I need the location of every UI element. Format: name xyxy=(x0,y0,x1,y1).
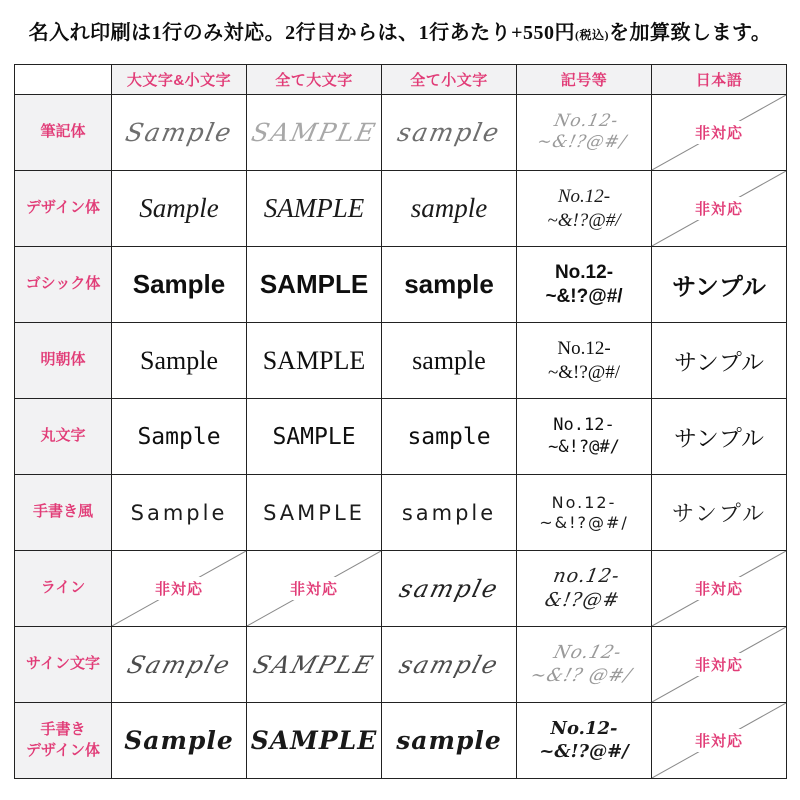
not-supported-cell xyxy=(247,551,381,626)
header-row xyxy=(15,65,787,95)
row-label-text: 手書き風 xyxy=(32,503,93,521)
symbols-sample: No.12- ~&!?@#/ xyxy=(539,492,629,532)
table-row xyxy=(15,95,787,171)
symbols-sample: No.12- ~&!?@#/ xyxy=(547,185,621,231)
sample-text: Sample xyxy=(132,269,226,299)
cell-symbols xyxy=(517,323,652,399)
header-corner xyxy=(15,65,112,95)
sample-text: SAMPLE xyxy=(263,193,365,223)
title-tax-note: (税込) xyxy=(575,28,609,42)
table-row xyxy=(15,475,787,551)
row-label-text: ゴシック体 xyxy=(25,275,101,293)
table-row xyxy=(15,247,787,323)
sample-text: sample xyxy=(396,574,502,603)
symbols-sample: No.12- ~&!?@#/ xyxy=(547,337,621,383)
sample-text: sample xyxy=(394,118,504,147)
sample-text: SAMPLE xyxy=(259,269,369,299)
cell-upper xyxy=(247,551,382,627)
japanese-sample: サンプル xyxy=(671,502,767,527)
sample-text: Sample xyxy=(139,193,219,223)
header-symbols: 記号等 xyxy=(517,65,652,95)
row-label-text: サイン文字 xyxy=(26,655,100,673)
table-row xyxy=(15,171,787,247)
row-label-brush xyxy=(15,703,112,779)
row-label-design xyxy=(15,171,112,247)
cell-upper xyxy=(247,399,382,475)
sample-text: sample xyxy=(412,345,486,375)
cell-lower xyxy=(382,323,517,399)
not-supported-label: 非対応 xyxy=(690,729,748,752)
row-label-text: デザイン体 xyxy=(26,199,100,217)
cell-mixed xyxy=(112,627,247,703)
sample-text: SAMPLE xyxy=(250,726,378,755)
title-main: 名入れ印刷は1行のみ対応。2行目からは、1行あたり+550円 xyxy=(28,22,575,44)
row-label-script xyxy=(15,95,112,171)
cell-lower xyxy=(382,703,517,779)
cell-japanese xyxy=(652,703,787,779)
row-label-text: 丸文字 xyxy=(40,427,86,445)
cell-japanese xyxy=(652,475,787,551)
symbols-sample: No.12- ~&!?@#/ xyxy=(548,415,620,457)
row-label-text: 筆記体 xyxy=(40,123,86,141)
not-supported-label: 非対応 xyxy=(690,197,748,220)
sample-text: sample xyxy=(395,650,503,679)
cell-symbols xyxy=(517,399,652,475)
not-supported-cell xyxy=(652,703,786,778)
cell-symbols xyxy=(517,627,652,703)
japanese-sample: サンプル xyxy=(674,350,764,375)
cell-upper xyxy=(247,171,382,247)
symbols-sample: No.12- ~&!? @#/ xyxy=(527,642,635,686)
sample-text: sample xyxy=(401,500,497,525)
not-supported-cell xyxy=(652,95,786,170)
cell-upper xyxy=(247,247,382,323)
cell-symbols xyxy=(517,95,652,171)
cell-japanese xyxy=(652,247,787,323)
cell-mixed xyxy=(112,399,247,475)
cell-mixed xyxy=(112,95,247,171)
cell-symbols xyxy=(517,703,652,779)
cell-symbols xyxy=(517,171,652,247)
cell-upper xyxy=(247,703,382,779)
cell-lower xyxy=(382,627,517,703)
row-label-text: ライン xyxy=(40,579,86,597)
cell-mixed xyxy=(112,475,247,551)
cell-lower xyxy=(382,399,517,475)
cell-japanese xyxy=(652,399,787,475)
cell-mixed xyxy=(112,323,247,399)
sample-text: SAMPLE xyxy=(263,500,365,525)
not-supported-label: 非対応 xyxy=(690,653,748,676)
cell-japanese xyxy=(652,323,787,399)
cell-lower xyxy=(382,551,517,627)
sample-text: Sample xyxy=(123,650,235,679)
row-label-gothic xyxy=(15,247,112,323)
header-all-lowercase: 全て小文字 xyxy=(382,65,517,95)
sample-text: sample xyxy=(396,726,502,755)
font-style-table xyxy=(14,64,787,779)
not-supported-label: 非対応 xyxy=(690,577,748,600)
not-supported-label: 非対応 xyxy=(690,121,748,144)
sample-text: sample xyxy=(407,423,491,450)
row-label-maru xyxy=(15,399,112,475)
cell-upper xyxy=(247,95,382,171)
symbols-sample: no.12- &!?@# xyxy=(542,564,622,611)
not-supported-cell xyxy=(652,551,786,626)
table-row xyxy=(15,703,787,779)
sample-text: Sample xyxy=(130,500,228,525)
sample-text: Sample xyxy=(137,423,221,450)
row-label-text: デザイン体 xyxy=(26,741,100,759)
symbols-sample: No.12- ~&!?@#/ xyxy=(545,261,623,307)
cell-mixed xyxy=(112,171,247,247)
table-row xyxy=(15,627,787,703)
not-supported-label: 非対応 xyxy=(285,577,343,600)
sample-text: SAMPLE xyxy=(248,118,380,147)
header-japanese: 日本語 xyxy=(652,65,787,95)
not-supported-cell xyxy=(652,627,786,702)
sample-text: SAMPLE xyxy=(272,423,356,450)
japanese-sample: サンプル xyxy=(674,426,764,452)
cell-japanese xyxy=(652,95,787,171)
sample-text: Sample xyxy=(140,345,218,375)
cell-lower xyxy=(382,247,517,323)
cell-mixed xyxy=(112,703,247,779)
cell-symbols xyxy=(517,475,652,551)
sample-text: SAMPLE xyxy=(262,345,366,375)
cell-symbols xyxy=(517,551,652,627)
cell-upper xyxy=(247,475,382,551)
cell-mixed xyxy=(112,247,247,323)
sample-text: sample xyxy=(410,193,488,223)
cell-japanese xyxy=(652,627,787,703)
cell-upper xyxy=(247,627,382,703)
title-end: を加算致します。 xyxy=(609,22,772,44)
symbols-sample: No.12- ~&!?@#/ xyxy=(539,718,629,762)
table-row xyxy=(15,399,787,475)
table-row xyxy=(15,323,787,399)
cell-mixed xyxy=(112,551,247,627)
sample-text: Sample xyxy=(122,118,236,147)
cell-lower xyxy=(382,475,517,551)
row-label-text: 手書き xyxy=(40,721,86,739)
sample-text: SAMPLE xyxy=(250,650,378,679)
not-supported-cell xyxy=(112,551,246,626)
japanese-sample: サンプル xyxy=(672,274,766,301)
header-mixed-case: 大文字&小文字 xyxy=(112,65,247,95)
sample-text: sample xyxy=(404,269,494,299)
not-supported-cell xyxy=(652,171,786,246)
cell-upper xyxy=(247,323,382,399)
row-label-mincho xyxy=(15,323,112,399)
row-label-line xyxy=(15,551,112,627)
cell-symbols xyxy=(517,247,652,323)
cell-lower xyxy=(382,95,517,171)
cell-japanese xyxy=(652,171,787,247)
not-supported-label: 非対応 xyxy=(150,577,208,600)
symbols-sample: No.12- ~&!?@#/ xyxy=(535,111,629,153)
row-label-sign xyxy=(15,627,112,703)
row-label-text: 明朝体 xyxy=(40,351,86,369)
sample-text: Sample xyxy=(124,726,234,755)
cell-lower xyxy=(382,171,517,247)
header-all-uppercase: 全て大文字 xyxy=(247,65,382,95)
cell-japanese xyxy=(652,551,787,627)
table-row xyxy=(15,551,787,627)
row-label-tegaki xyxy=(15,475,112,551)
page-title xyxy=(0,16,800,45)
